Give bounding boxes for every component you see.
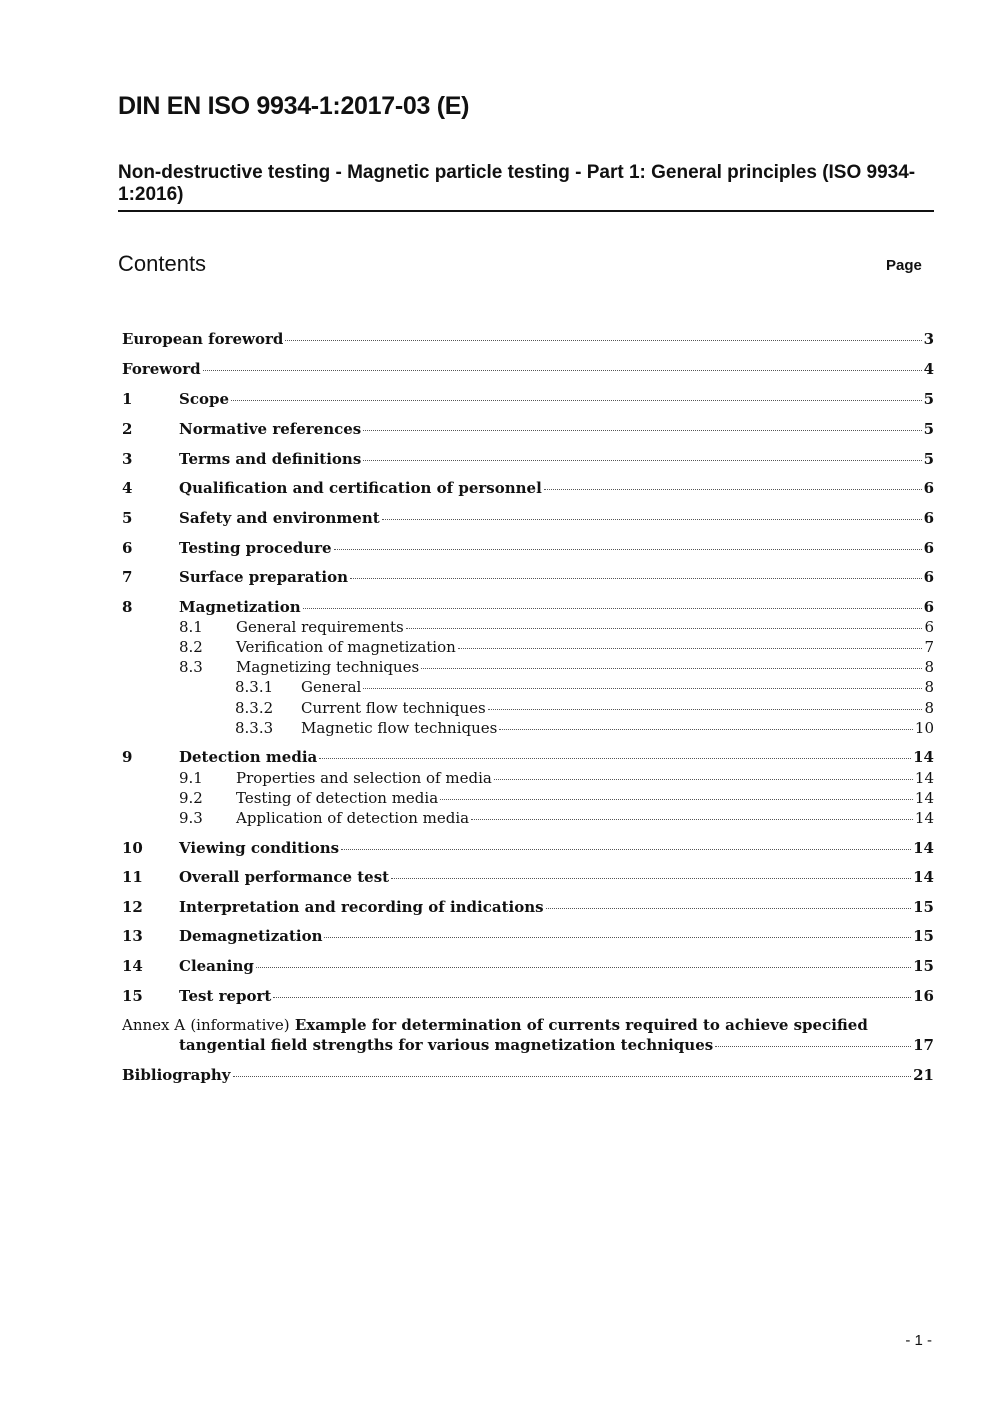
toc-entry[interactable] — [122, 657, 934, 677]
toc-entry-number: 8.1 — [179, 618, 203, 636]
leader-dots — [350, 566, 922, 579]
toc-entry-title: Testing procedure — [179, 539, 332, 557]
toc-entry-title: Normative references — [179, 420, 362, 438]
leader-dots — [440, 787, 913, 800]
toc-entry-number: 9.3 — [179, 809, 203, 827]
leader-dots — [203, 358, 922, 371]
annex-entry-continued[interactable] — [122, 1035, 934, 1055]
toc-entry-page: 5 — [923, 450, 934, 468]
toc-entry[interactable] — [122, 359, 934, 379]
toc-entry-title: Cleaning — [179, 957, 254, 975]
toc-entry[interactable] — [122, 508, 934, 528]
leader-dots — [391, 866, 911, 879]
toc-entry-number: 7 — [122, 568, 133, 586]
toc-entry-number: 6 — [122, 539, 133, 557]
toc-entry-page: 6 — [923, 598, 934, 616]
toc-entry-page: 10 — [914, 719, 934, 737]
toc-entry-title: Overall performance test — [179, 868, 390, 886]
toc-entry[interactable] — [122, 538, 934, 558]
toc-entry-number: 8 — [122, 598, 133, 616]
toc-entry-title: Magnetic flow techniques — [301, 719, 498, 737]
toc-entry-title: Interpretation and recording of indications — [179, 898, 544, 916]
toc-entry[interactable] — [122, 867, 934, 887]
bibliography-entry[interactable] — [122, 1065, 934, 1085]
toc-entry[interactable] — [122, 389, 934, 409]
leader-dots — [715, 1034, 911, 1047]
toc-entry[interactable] — [122, 597, 934, 617]
toc-entry-page: 8 — [924, 699, 934, 717]
leader-dots — [256, 955, 911, 968]
toc-entry-number: 8.3 — [179, 658, 203, 676]
toc-entry-number: 14 — [122, 957, 143, 975]
toc-entry-number: 11 — [122, 868, 143, 886]
leader-dots — [488, 697, 923, 710]
toc-entry-number: 9 — [122, 748, 133, 766]
toc-entry-title: Current flow techniques — [301, 699, 486, 717]
toc-entry[interactable] — [122, 478, 934, 498]
toc-entry-page: 7 — [924, 638, 934, 656]
toc-entry[interactable] — [122, 637, 934, 657]
toc-entry-page: 6 — [923, 539, 934, 557]
toc-entry[interactable] — [122, 897, 934, 917]
toc-entry-number: 13 — [122, 927, 143, 945]
toc-entry-number: 8.2 — [179, 638, 203, 656]
leader-dots — [324, 925, 911, 938]
toc-entry-title: Application of detection media — [236, 809, 470, 827]
title-rule — [118, 210, 934, 212]
toc-entry-number: 8.3.1 — [235, 678, 274, 696]
leader-dots — [273, 985, 911, 998]
toc-entry[interactable] — [122, 567, 934, 587]
toc-entry[interactable] — [122, 838, 934, 858]
toc-entry-page: 6 — [923, 479, 934, 497]
toc-entry-title: Test report — [179, 987, 272, 1005]
leader-dots — [319, 746, 911, 759]
toc-entry-page: 14 — [913, 868, 934, 886]
leader-dots — [233, 1064, 912, 1077]
toc-entry[interactable] — [122, 419, 934, 439]
toc-entry-number: 2 — [122, 420, 133, 438]
toc-entry-title: Verification of magnetization — [236, 638, 456, 656]
toc-entry[interactable] — [122, 449, 934, 469]
annex-title-line1: Example for determination of currents required to achieve specified — [294, 1016, 868, 1034]
leader-dots — [334, 537, 922, 550]
toc-entry-title: Magnetizing techniques — [236, 658, 420, 676]
leader-dots — [421, 656, 922, 669]
toc-entry[interactable] — [122, 956, 934, 976]
toc-entry-page: 3 — [923, 330, 934, 348]
annex-page: 17 — [913, 1036, 934, 1054]
annex-entry[interactable] — [122, 1015, 934, 1035]
toc-entry-page: 6 — [924, 618, 934, 636]
toc-entry-title: Demagnetization — [179, 927, 323, 945]
toc-entry-number: 10 — [122, 839, 143, 857]
leader-dots — [285, 328, 921, 341]
toc-entry-title: European foreword — [122, 330, 284, 348]
toc-entry-page: 6 — [923, 568, 934, 586]
leader-dots — [544, 477, 922, 490]
toc-entry[interactable] — [122, 926, 934, 946]
toc-entry-number: 1 — [122, 390, 133, 408]
toc-entry-page: 16 — [913, 987, 934, 1005]
toc-entry-page: 15 — [913, 927, 934, 945]
toc-entry-title: Surface preparation — [179, 568, 349, 586]
toc-entry-title: Viewing conditions — [179, 839, 340, 857]
footer-page-number: - 1 - — [905, 1332, 932, 1349]
bibliography-page: 21 — [913, 1066, 934, 1084]
toc-entry[interactable] — [122, 677, 934, 697]
toc-entry-page: 15 — [913, 898, 934, 916]
document-title: DIN EN ISO 9934-1:2017-03 (E) — [118, 92, 470, 120]
toc-entry-number: 3 — [122, 450, 133, 468]
leader-dots — [546, 896, 912, 909]
leader-dots — [363, 448, 921, 461]
toc-entry[interactable] — [122, 768, 934, 788]
toc-entry-title: Magnetization — [179, 598, 301, 616]
toc-entry[interactable] — [122, 329, 934, 349]
toc-entry-title: Terms and definitions — [179, 450, 362, 468]
toc-entry[interactable] — [122, 808, 934, 828]
toc-entry[interactable] — [122, 788, 934, 808]
toc-entry-title: General — [301, 678, 362, 696]
contents-heading: Contents — [118, 251, 207, 276]
leader-dots — [382, 507, 922, 520]
document-subtitle: Non-destructive testing - Magnetic particle testing - Part 1: General principles (ISO 9934-1:2016) — [118, 162, 916, 205]
bibliography-title: Bibliography — [122, 1066, 231, 1084]
toc-entry-title: Testing of detection media — [236, 789, 439, 807]
toc-entry-page: 5 — [923, 390, 934, 408]
toc-entry[interactable] — [122, 718, 934, 738]
toc-entry-title: Detection media — [179, 748, 318, 766]
toc-entry-number: 4 — [122, 479, 133, 497]
toc-entry[interactable] — [122, 986, 934, 1006]
toc-entry-number: 15 — [122, 987, 143, 1005]
toc-entry-page: 5 — [923, 420, 934, 438]
toc-entry-page: 14 — [913, 748, 934, 766]
toc-entry-number: 5 — [122, 509, 133, 527]
toc-entry-number: 8.3.3 — [235, 719, 274, 737]
leader-dots — [471, 807, 913, 820]
toc-entry-number: 8.3.2 — [235, 699, 274, 717]
toc-entry-page: 14 — [913, 839, 934, 857]
toc-entry-page: 8 — [924, 678, 934, 696]
toc-entry-title: Qualification and certification of personnel — [179, 479, 542, 497]
toc-entry-number: 12 — [122, 898, 143, 916]
leader-dots — [231, 388, 922, 401]
toc-entry-title: General requirements — [236, 618, 404, 636]
toc-entry-title: Foreword — [122, 360, 201, 378]
annex-label: Annex A — [122, 1016, 186, 1034]
toc-entry[interactable] — [122, 747, 934, 767]
leader-dots — [303, 596, 922, 609]
toc-entry-title: Scope — [179, 390, 230, 408]
leader-dots — [499, 717, 913, 730]
leader-dots — [494, 767, 913, 780]
leader-dots — [341, 837, 911, 850]
annex-title-line2: tangential field strengths for various magnetization techniques — [179, 1036, 714, 1054]
leader-dots — [363, 676, 922, 689]
toc-entry-page: 14 — [914, 769, 934, 787]
toc-entry-page: 14 — [914, 809, 934, 827]
toc-entry-page: 8 — [924, 658, 934, 676]
page-column-label: Page — [886, 257, 922, 274]
toc-entry-number: 9.1 — [179, 769, 203, 787]
toc-entry-page: 6 — [923, 509, 934, 527]
leader-dots — [458, 636, 923, 649]
toc-entry-number: 9.2 — [179, 789, 203, 807]
toc-entry-page: 14 — [914, 789, 934, 807]
toc-entry[interactable] — [122, 617, 934, 637]
toc-entry-title: Properties and selection of media — [236, 769, 492, 787]
leader-dots — [363, 418, 921, 431]
annex-type: (informative) — [190, 1016, 290, 1034]
toc-entry-page: 15 — [913, 957, 934, 975]
toc-entry[interactable] — [122, 698, 934, 718]
leader-dots — [406, 616, 923, 629]
toc-entry-page: 4 — [923, 360, 934, 378]
toc-entry-title: Safety and environment — [179, 509, 380, 527]
